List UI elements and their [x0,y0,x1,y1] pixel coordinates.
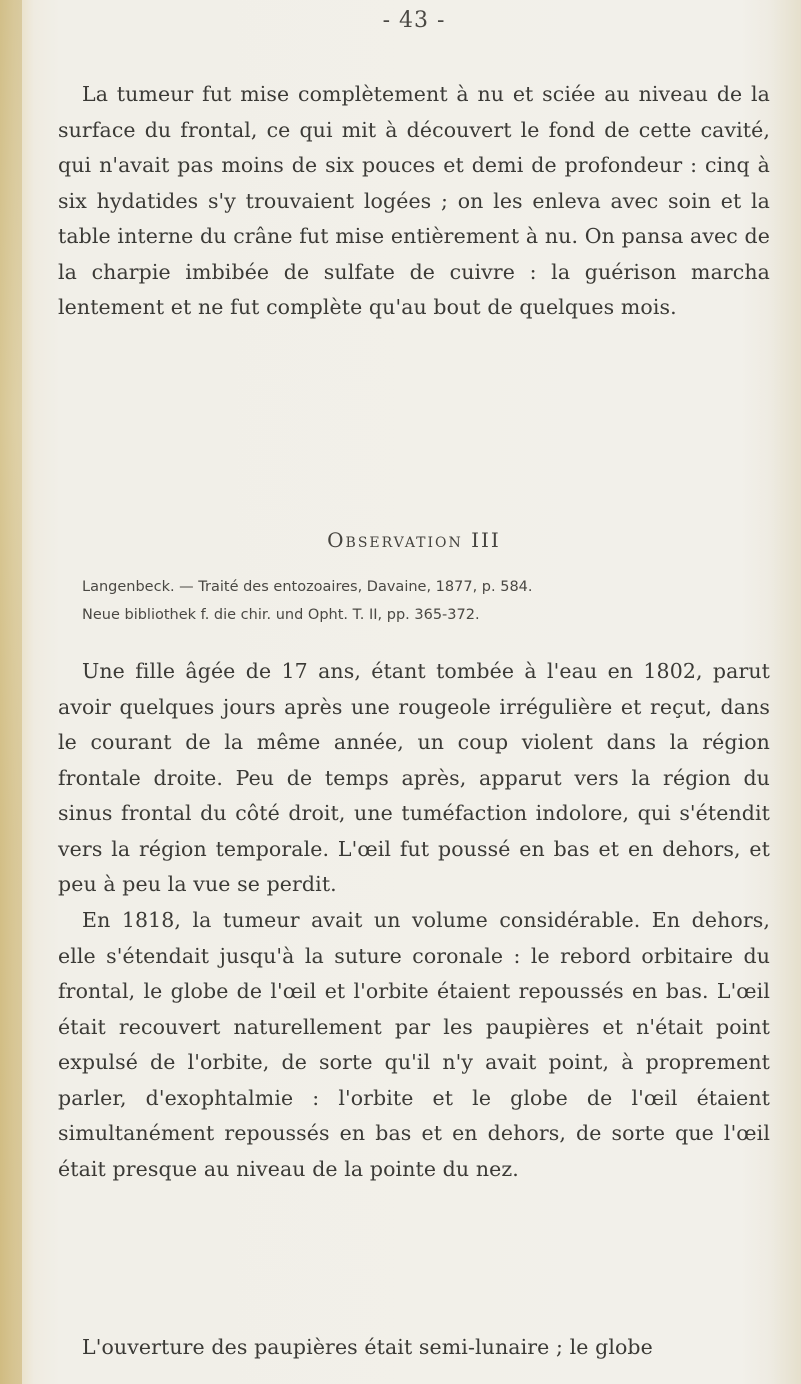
paragraph-tumor-removal: La tumeur fut mise complètement à nu et sciée au niveau de la surface du frontal, ce qui mit à découvert le fond de cette cavité, qui n'avait pas moins de six pouces et demi de profondeur : cinq à six hydatides s'y trouvaient logées ; on les enleva avec soin et la table interne du crâne fut mise entièrement à nu. On pansa avec de la charpie imbibée de sulfate de cuivre : la guérison marcha lentement et ne fut complète qu'au bout de quelques mois. [58,82,770,319]
paragraph-tumor-1818: En 1818, la tumeur avait un volume considérable. En dehors, elle s'étendait jusqu'à la suture coronale : le rebord orbitaire du frontal, le globe de l'œil et l'orbite étaient repoussés en bas. L'œil était recouvert naturellement par les paupières et n'était point expulsé de l'orbite, de sorte qu'il n'y avait point, à proprement parler, d'exophtalmie : l'orbite et le globe de l'œil étaient simultanément repoussés en bas et en dehors, de sorte que l'œil était presque au niveau de la pointe du nez. [58,908,770,1181]
paragraph-case-history: Une fille âgée de 17 ans, étant tombée à l'eau en 1802, parut avoir quelques jours après une rougeole irrégulière et reçut, dans le courant de la même année, un coup violent dans la région frontale droite. Peu de temps après, apparut vers la région du sinus frontal du côté droit, une tuméfaction indolore, qui s'étendit vers la région temporale. L'œil fut poussé en bas et en dehors, et peu à peu la vue se perdit. [58,659,770,896]
reference-line: Langenbeck. — Traité des entozoaires, Davaine, 1877, p. 584. [82,579,533,595]
paragraph-eyelids: L'ouverture des paupières était semi-lunaire ; le globe [82,1335,653,1359]
references [58,573,770,629]
reference-line: Neue bibliothek f. die chir. und Opht. T. II, pp. 365-372. [82,607,480,623]
observation-heading: Observation III [327,528,501,552]
page-number: - 43 - [382,8,446,33]
page-edge-stain [0,0,22,1384]
